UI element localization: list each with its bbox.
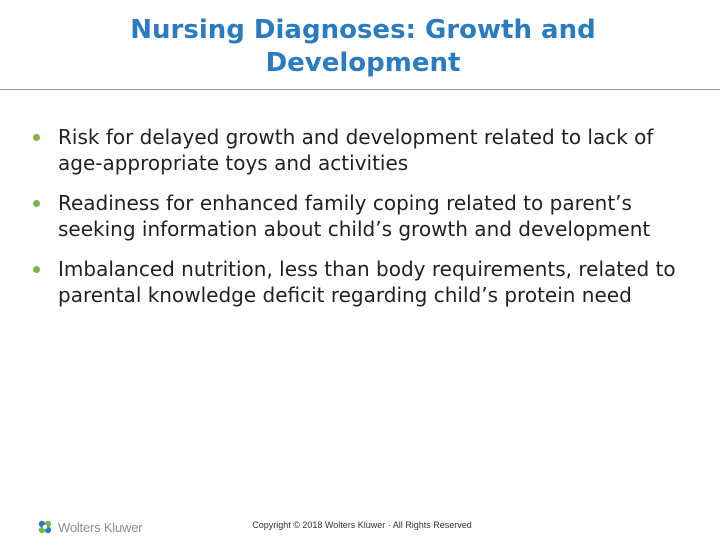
- title-divider: [0, 89, 720, 90]
- bullet-text: Imbalanced nutrition, less than body requirements, related to parental knowledge deficit regarding child’s protein need: [58, 257, 676, 307]
- bullet-text: Risk for delayed growth and development related to lack of age-appropriate toys and activities: [58, 125, 654, 175]
- bullet-dot-icon: [33, 200, 40, 207]
- slide-title: Nursing Diagnoses: Growth and Development: [130, 15, 596, 78]
- copyright-text: Copyright © 2018 Wolters Kluwer · All Rights Reserved: [252, 520, 472, 530]
- company-logo: [36, 516, 142, 538]
- bullet-text: Readiness for enhanced family coping related to parent’s seeking information about child’s growth and development: [58, 191, 651, 241]
- bullet-item: [30, 124, 698, 176]
- logo-text: Wolters Kluwer: [58, 519, 143, 535]
- bullet-list: [30, 124, 698, 322]
- bullet-dot-icon: [33, 134, 40, 141]
- bullet-item: [30, 256, 698, 308]
- bullet-item: [30, 190, 698, 242]
- wolters-kluwer-logo-icon: [36, 518, 54, 536]
- bullet-dot-icon: [33, 266, 40, 273]
